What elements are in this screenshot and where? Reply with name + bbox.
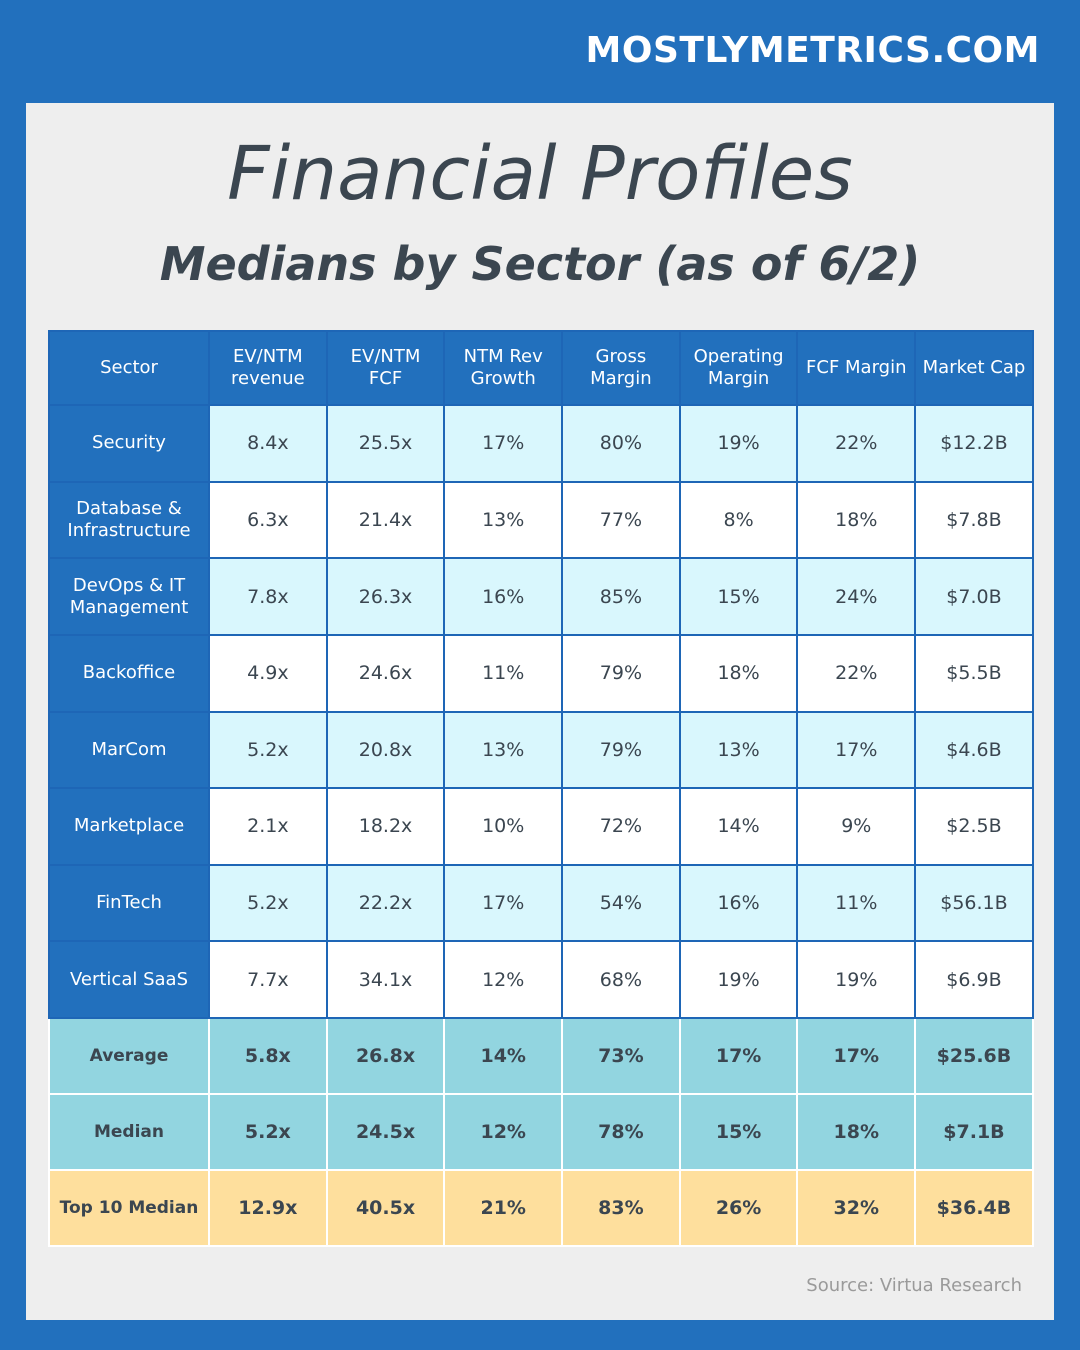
- cell-ev-ntm-fcf: 26.3x: [327, 558, 445, 635]
- sector-label: Marketplace: [49, 788, 209, 865]
- summary-cell-gross-margin: 78%: [562, 1094, 680, 1170]
- summary-cell-gross-margin: 83%: [562, 1170, 680, 1246]
- summary-cell-fcf-margin: 18%: [797, 1094, 915, 1170]
- summary-label: Median: [49, 1094, 209, 1170]
- cell-fcf-margin: 24%: [797, 558, 915, 635]
- cell-market-cap: $4.6B: [915, 712, 1033, 789]
- sector-label: Backoffice: [49, 635, 209, 712]
- summary-cell-fcf-margin: 32%: [797, 1170, 915, 1246]
- sector-label: FinTech: [49, 865, 209, 942]
- cell-ev-ntm-fcf: 20.8x: [327, 712, 445, 789]
- cell-ntm-rev-growth: 11%: [444, 635, 562, 712]
- table-summary: [49, 1018, 1033, 1246]
- column-header-ev-ntm-fcf: EV/NTM FCF: [327, 331, 445, 405]
- cell-operating-margin: 14%: [680, 788, 798, 865]
- cell-ntm-rev-growth: 10%: [444, 788, 562, 865]
- cell-gross-margin: 85%: [562, 558, 680, 635]
- cell-market-cap: $5.5B: [915, 635, 1033, 712]
- financial-profiles-table: [48, 330, 1034, 1247]
- sector-label: Security: [49, 405, 209, 482]
- cell-ev-ntm-revenue: 2.1x: [209, 788, 327, 865]
- column-header-ntm-rev-growth: NTM Rev Growth: [444, 331, 562, 405]
- summary-cell-ev-ntm-revenue: 5.2x: [209, 1094, 327, 1170]
- summary-cell-operating-margin: 17%: [680, 1018, 798, 1094]
- cell-ev-ntm-fcf: 21.4x: [327, 482, 445, 559]
- cell-gross-margin: 80%: [562, 405, 680, 482]
- summary-cell-ntm-rev-growth: 21%: [444, 1170, 562, 1246]
- column-header-market-cap: Market Cap: [915, 331, 1033, 405]
- cell-ntm-rev-growth: 17%: [444, 405, 562, 482]
- cell-ev-ntm-fcf: 22.2x: [327, 865, 445, 942]
- cell-operating-margin: 13%: [680, 712, 798, 789]
- column-header-fcf-margin: FCF Margin: [797, 331, 915, 405]
- summary-label: Top 10 Median: [49, 1170, 209, 1246]
- cell-fcf-margin: 22%: [797, 405, 915, 482]
- summary-cell-ntm-rev-growth: 12%: [444, 1094, 562, 1170]
- cell-ev-ntm-revenue: 5.2x: [209, 865, 327, 942]
- cell-operating-margin: 15%: [680, 558, 798, 635]
- cell-market-cap: $2.5B: [915, 788, 1033, 865]
- summary-cell-fcf-margin: 17%: [797, 1018, 915, 1094]
- cell-operating-margin: 19%: [680, 405, 798, 482]
- cell-ev-ntm-revenue: 7.7x: [209, 941, 327, 1018]
- cell-fcf-margin: 9%: [797, 788, 915, 865]
- sector-label: Database & Infrastructure: [49, 482, 209, 559]
- cell-ev-ntm-revenue: 5.2x: [209, 712, 327, 789]
- table-row: [49, 788, 1033, 865]
- cell-ev-ntm-fcf: 18.2x: [327, 788, 445, 865]
- table-row: [49, 405, 1033, 482]
- table-row: [49, 941, 1033, 1018]
- cell-fcf-margin: 22%: [797, 635, 915, 712]
- source-note: Source: Virtua Research: [806, 1275, 1022, 1296]
- content-panel: [26, 103, 1054, 1320]
- summary-cell-ev-ntm-revenue: 5.8x: [209, 1018, 327, 1094]
- cell-ev-ntm-fcf: 34.1x: [327, 941, 445, 1018]
- sector-label: MarCom: [49, 712, 209, 789]
- cell-gross-margin: 79%: [562, 635, 680, 712]
- chart-title: Financial Profiles: [227, 131, 853, 217]
- cell-ntm-rev-growth: 13%: [444, 482, 562, 559]
- summary-row-top-10-median: [49, 1170, 1033, 1246]
- cell-ev-ntm-revenue: 7.8x: [209, 558, 327, 635]
- summary-cell-market-cap: $36.4B: [915, 1170, 1033, 1246]
- table-header-row: [49, 331, 1033, 405]
- summary-cell-ev-ntm-fcf: 40.5x: [327, 1170, 445, 1246]
- cell-gross-margin: 54%: [562, 865, 680, 942]
- cell-ntm-rev-growth: 12%: [444, 941, 562, 1018]
- sector-label: Vertical SaaS: [49, 941, 209, 1018]
- summary-cell-ev-ntm-fcf: 24.5x: [327, 1094, 445, 1170]
- cell-market-cap: $7.8B: [915, 482, 1033, 559]
- cell-operating-margin: 16%: [680, 865, 798, 942]
- table-row: [49, 482, 1033, 559]
- summary-cell-market-cap: $25.6B: [915, 1018, 1033, 1094]
- summary-cell-operating-margin: 15%: [680, 1094, 798, 1170]
- cell-fcf-margin: 11%: [797, 865, 915, 942]
- table-row: [49, 712, 1033, 789]
- cell-fcf-margin: 18%: [797, 482, 915, 559]
- site-brand[interactable]: MOSTLYMETRICS.COM: [585, 30, 1040, 71]
- cell-gross-margin: 77%: [562, 482, 680, 559]
- column-header-gross-margin: Gross Margin: [562, 331, 680, 405]
- cell-ev-ntm-fcf: 24.6x: [327, 635, 445, 712]
- table-row: [49, 558, 1033, 635]
- summary-label: Average: [49, 1018, 209, 1094]
- summary-cell-ntm-rev-growth: 14%: [444, 1018, 562, 1094]
- cell-operating-margin: 18%: [680, 635, 798, 712]
- cell-ev-ntm-revenue: 6.3x: [209, 482, 327, 559]
- cell-gross-margin: 72%: [562, 788, 680, 865]
- summary-cell-market-cap: $7.1B: [915, 1094, 1033, 1170]
- table-body: [49, 405, 1033, 1018]
- column-header-operating-margin: Operating Margin: [680, 331, 798, 405]
- sector-label: DevOps & IT Management: [49, 558, 209, 635]
- cell-market-cap: $56.1B: [915, 865, 1033, 942]
- cell-ntm-rev-growth: 17%: [444, 865, 562, 942]
- cell-market-cap: $6.9B: [915, 941, 1033, 1018]
- cell-fcf-margin: 19%: [797, 941, 915, 1018]
- summary-cell-ev-ntm-revenue: 12.9x: [209, 1170, 327, 1246]
- summary-cell-ev-ntm-fcf: 26.8x: [327, 1018, 445, 1094]
- summary-cell-gross-margin: 73%: [562, 1018, 680, 1094]
- table-row: [49, 635, 1033, 712]
- column-header-ev-ntm-revenue: EV/NTM revenue: [209, 331, 327, 405]
- cell-ev-ntm-fcf: 25.5x: [327, 405, 445, 482]
- cell-fcf-margin: 17%: [797, 712, 915, 789]
- column-header-sector: Sector: [49, 331, 209, 405]
- summary-row-average: [49, 1018, 1033, 1094]
- chart-subtitle: Medians by Sector (as of 6/2): [159, 237, 921, 291]
- summary-row-median: [49, 1094, 1033, 1170]
- cell-ev-ntm-revenue: 8.4x: [209, 405, 327, 482]
- cell-market-cap: $12.2B: [915, 405, 1033, 482]
- summary-cell-operating-margin: 26%: [680, 1170, 798, 1246]
- table-row: [49, 865, 1033, 942]
- cell-ntm-rev-growth: 16%: [444, 558, 562, 635]
- cell-market-cap: $7.0B: [915, 558, 1033, 635]
- cell-ntm-rev-growth: 13%: [444, 712, 562, 789]
- cell-operating-margin: 8%: [680, 482, 798, 559]
- cell-gross-margin: 79%: [562, 712, 680, 789]
- cell-ev-ntm-revenue: 4.9x: [209, 635, 327, 712]
- cell-gross-margin: 68%: [562, 941, 680, 1018]
- cell-operating-margin: 19%: [680, 941, 798, 1018]
